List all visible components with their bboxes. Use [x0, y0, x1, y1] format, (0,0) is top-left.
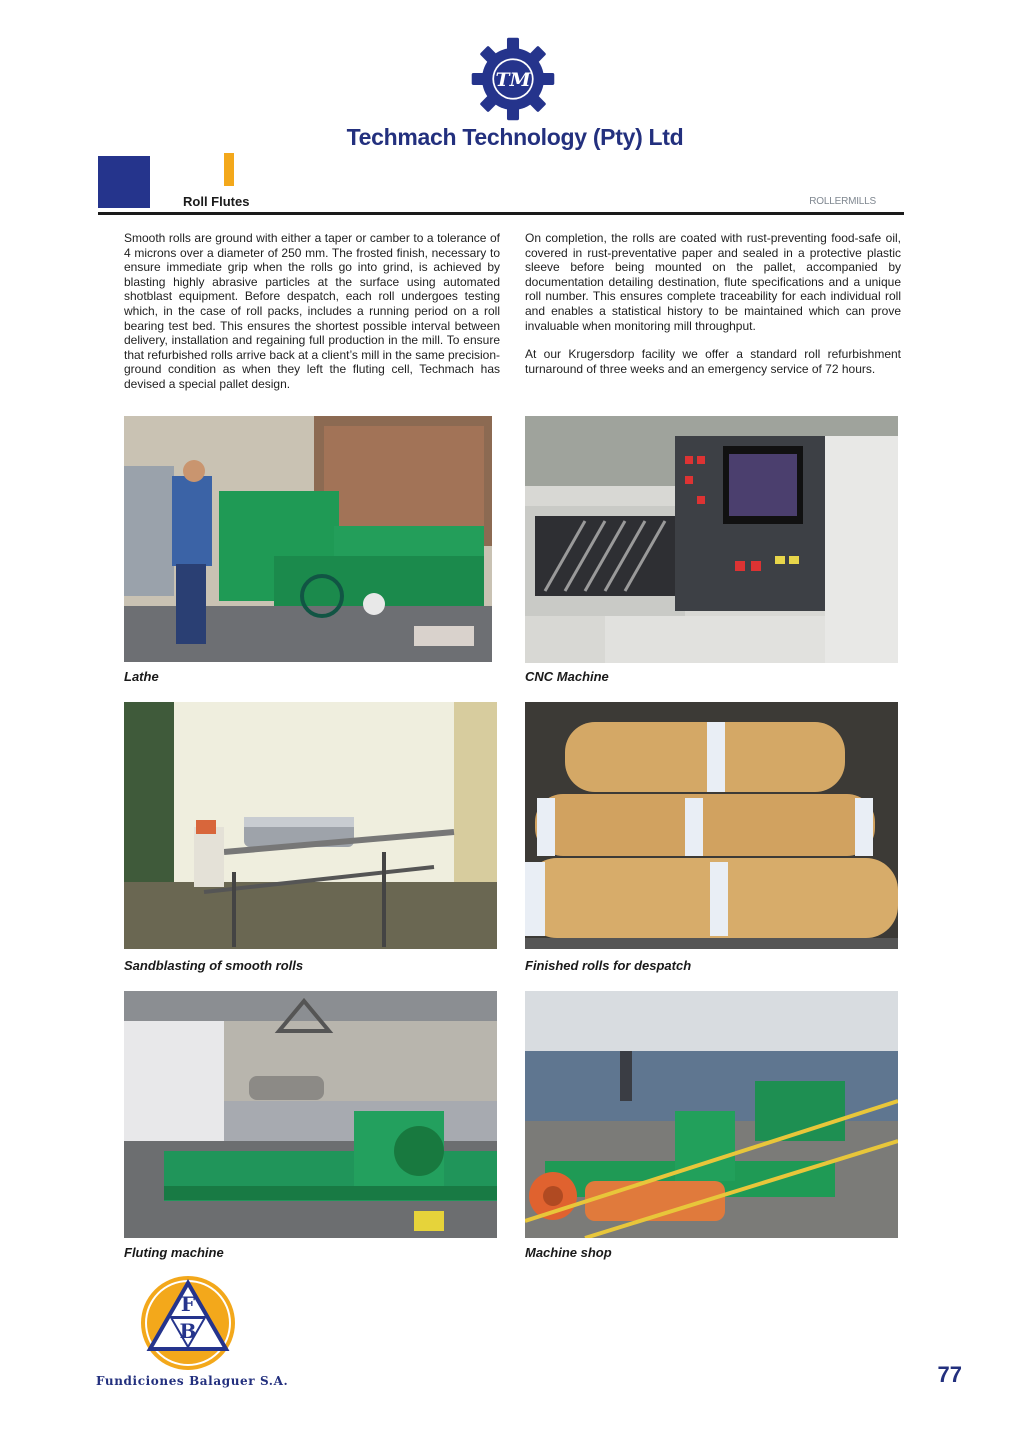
paragraph: Smooth rolls are ground with either a taper or camber to a tolerance of 4 microns over a diameter of 250 mm. The frosted finish, necessary to ensure immediate grip when the rolls go into grind, is achieved by blasting highly abrasive particles at the surface using automated shotblast equipment. Before despatch, each roll undergoes testing which, in the case of roll packs, includes a running period on a roll bearing test bed. This ensures the shortest possible interval between delivery, installation and regaining full production in the mill. To ensure that refurbished rolls arrive back at a client’s mill in the same precision-ground condition as when they left the fluting cell, Techmach has devised a special pallet design. — [124, 231, 500, 391]
paragraph: On completion, the rolls are coated with rust-preventing food-safe oil, covered in rust-preventative paper and sealed in a protective plastic sleeve before being mounted on the pallet, accompanied by documentation detailing destination, flute specifications and a unique roll number. This ensures complete traceability for each individual roll and enables a statistical history to be maintained which can prove invaluable when monitoring mill throughput. — [525, 231, 901, 333]
fundiciones-balaguer-logo — [138, 1273, 238, 1373]
photo-caption: CNC Machine — [525, 669, 609, 684]
techmach-logo — [470, 36, 556, 122]
paragraph: At our Krugersdorp facility we offer a standard roll refurbishment turnaround of three weeks and an emergency service of 72 hours. — [525, 347, 901, 376]
logo-letter-b: B — [179, 1319, 197, 1343]
section-title: Roll Flutes — [183, 194, 250, 209]
photo-caption: Lathe — [124, 669, 159, 684]
logo-letter-f: F — [180, 1292, 196, 1316]
photo-caption: Sandblasting of smooth rolls — [124, 958, 304, 973]
photo-cnc-machine — [525, 416, 898, 663]
photo-lathe — [124, 416, 492, 662]
text-column-left — [124, 231, 500, 406]
photo-finished-rolls — [525, 702, 898, 949]
section-tag: ROLLERMILLS — [809, 196, 876, 207]
logo-mark-text: TM — [495, 68, 531, 91]
photo-caption: Finished rolls for despatch — [525, 958, 692, 973]
footer-company-name: Fundiciones Balaguer S.A. — [96, 1374, 289, 1388]
photo-caption: Machine shop — [525, 1245, 612, 1260]
section-accent-bar — [224, 153, 234, 186]
photo-fluting-machine — [124, 991, 497, 1238]
company-name: Techmach Technology (Pty) Ltd — [346, 124, 684, 150]
page-number: 77 — [937, 1362, 962, 1387]
photo-caption: Fluting machine — [124, 1245, 224, 1260]
photo-sandblasting — [124, 702, 497, 949]
header-rule — [98, 212, 904, 215]
text-column-right — [525, 231, 901, 390]
photo-machine-shop — [525, 991, 898, 1238]
section-color-block — [98, 156, 150, 208]
